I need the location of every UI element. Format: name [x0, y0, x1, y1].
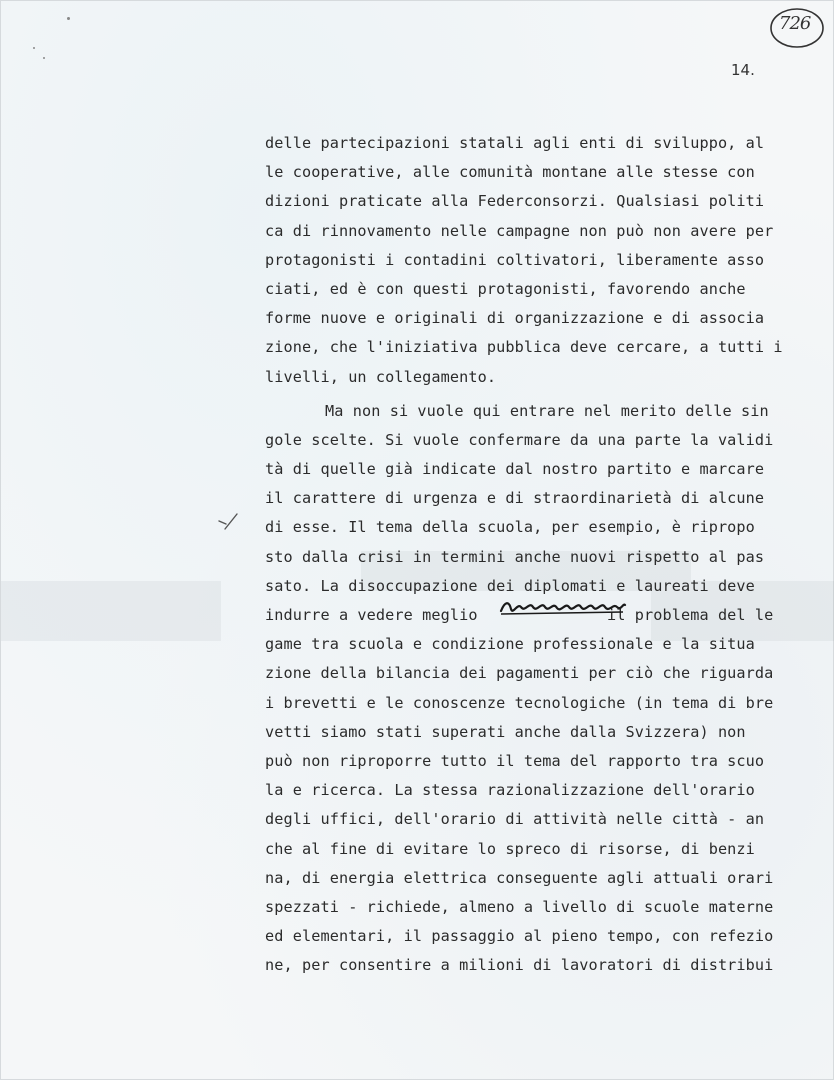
text-line: i brevetti e le conoscenze tecnologiche (in tema di bre: [265, 693, 774, 712]
paper-speck: [43, 57, 45, 59]
text-line: spezzati - richiede, almeno a livello di scuole materne: [265, 897, 774, 916]
text-line: dizioni praticate alla Federconsorzi. Qualsiasi politi: [265, 192, 765, 211]
check-mark-icon: [217, 511, 239, 531]
handwritten-scribble-icon: [497, 595, 629, 619]
page-number: 14.: [731, 61, 755, 79]
text-line: di esse. Il tema della scuola, per esempio, è ripropo: [265, 518, 755, 537]
text-line: gole scelte. Si vuole confermare da una parte la validi: [265, 430, 774, 449]
text-line: ciati, ed è con questi protagonisti, favorendo anche: [265, 279, 746, 298]
text-line: le cooperative, alle comunità montane alle stesse con: [265, 163, 755, 182]
text-line: vetti siamo stati superati anche dalla Svizzera) non: [265, 722, 746, 741]
text-line: ca di rinnovamento nelle campagne non può non avere per: [265, 221, 774, 240]
paragraph: [265, 397, 825, 981]
text-line: tà di quelle già indicate dal nostro partito e marcare: [265, 460, 765, 479]
text-line: può non riproporre tutto il tema del rapporto tra scuo: [265, 751, 765, 770]
paper-speck: [33, 47, 35, 49]
text-line: che al fine di evitare lo spreco di risorse, di benzi: [265, 839, 755, 858]
text-line: degli uffici, dell'orario di attività nelle città - an: [265, 810, 765, 829]
text-line: delle partecipazioni statali agli enti di sviluppo, al: [265, 134, 765, 152]
text-line: livelli, un collegamento.: [265, 367, 497, 386]
text-line: zione, che l'iniziativa pubblica deve cercare, a tutti i: [265, 338, 783, 357]
text-line: game tra scuola e condizione professionale e la situa: [265, 635, 755, 654]
text-line: ne, per consentire a milioni di lavoratori di distribui: [265, 956, 774, 975]
text-line: la e ricerca. La stessa razionalizzazione dell'orario: [265, 781, 755, 800]
paragraph: [265, 129, 825, 392]
document-body: [265, 129, 825, 980]
text-line: sato. La disoccupazione dei diplomati e laureati deve: [265, 576, 755, 595]
text-line: forme nuove e originali di organizzazione e di associa: [265, 309, 765, 328]
archive-stamp-number: 726: [779, 13, 811, 34]
text-line: Ma non si vuole qui entrare nel merito delle sin: [325, 401, 769, 420]
text-line: ed elementari, il passaggio al pieno tempo, con refezio: [265, 927, 774, 946]
text-line: zione della bilancia dei pagamenti per ciò che riguarda: [265, 664, 774, 683]
text-line: il carattere di urgenza e di straordinarietà di alcune: [265, 489, 765, 508]
text-line: protagonisti i contadini coltivatori, liberamente asso: [265, 250, 765, 269]
text-line: sto dalla crisi in termini anche nuovi rispetto al pas: [265, 547, 765, 566]
paper-speck: [67, 17, 70, 20]
text-line: na, di energia elettrica conseguente agli attuali orari: [265, 868, 774, 887]
text-line: indurre a vedere meglio il problema del le: [265, 606, 774, 624]
